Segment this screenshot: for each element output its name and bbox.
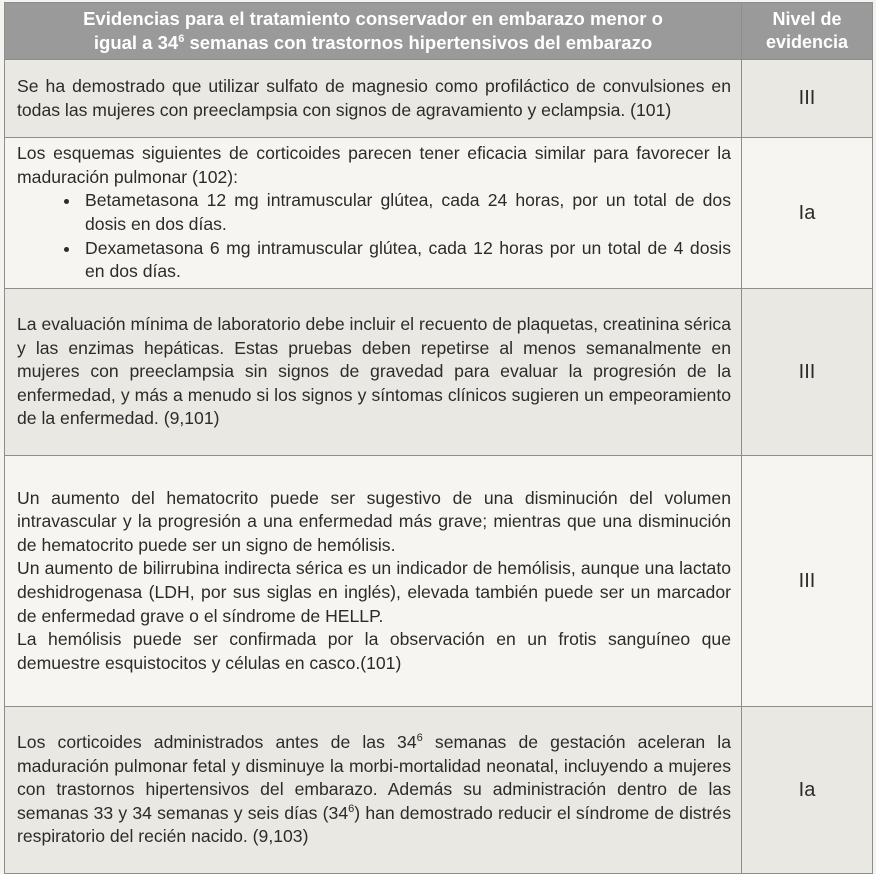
table-row bbox=[5, 138, 873, 289]
evidence-cell bbox=[5, 707, 742, 874]
evidence-cell bbox=[5, 456, 742, 707]
table-row bbox=[5, 289, 873, 456]
bullet-list bbox=[17, 189, 731, 283]
level-cell: Ia bbox=[742, 138, 873, 289]
level-cell: III bbox=[742, 456, 873, 707]
evidence-text-part-a: Los corticoides administrados antes de las 34 bbox=[17, 732, 417, 753]
superscript: 6 bbox=[348, 802, 355, 815]
table-row bbox=[5, 456, 873, 707]
table-header-row bbox=[5, 3, 873, 60]
header-text-line2-pre: igual a 34 bbox=[93, 32, 179, 53]
evidence-table bbox=[4, 2, 873, 874]
table-row bbox=[5, 707, 873, 874]
header-text-line2-post: semanas con trastornos hipertensivos del embarazo bbox=[184, 32, 653, 53]
superscript: 6 bbox=[416, 732, 423, 745]
evidence-text: Se ha demostrado que utilizar sulfato de magnesio como profiláctico de convulsiones en todas las mujeres con preeclampsia con signos de agravamiento y eclampsia. (101) bbox=[17, 75, 731, 120]
list-item: • Betametasona 12 mg intramuscular glútea, cada 24 horas, por un total de dos dosis en dos días. bbox=[81, 189, 731, 236]
header-level-line2: evidencia bbox=[765, 32, 849, 52]
level-cell: III bbox=[742, 60, 873, 138]
evidence-paragraph: La hemólisis puede ser confirmada por la observación en un frotis sanguíneo que demuestre esquistocitos y células en casco.(101) bbox=[17, 629, 731, 673]
header-superscript: 6 bbox=[178, 32, 185, 45]
evidence-cell bbox=[5, 138, 742, 289]
table-row bbox=[5, 60, 873, 138]
header-text-line1: Evidencias para el tratamiento conservador en embarazo menor o bbox=[83, 8, 663, 29]
evidence-paragraph: Un aumento del hematocrito puede ser sugestivo de una disminución del volumen intravascular y la progresión a una enfermedad más grave; mientras que una disminución de hematocrito puede ser un signo de hemólisis. bbox=[17, 487, 731, 555]
evidence-text-part-c: ) han demostrado reducir el síndrome de distrés respiratorio del recién nacido. (9,103) bbox=[17, 802, 731, 847]
header-level-column bbox=[742, 3, 873, 60]
level-cell: III bbox=[742, 289, 873, 456]
evidence-text bbox=[17, 731, 731, 849]
evidence-intro: Los esquemas siguientes de corticoides parecen tener eficacia similar para favorecer la maduración pulmonar (102): bbox=[17, 143, 731, 187]
evidence-text: La evaluación mínima de laboratorio debe incluir el recuento de plaquetas, creatinina sérica y las enzimas hepáticas. Estas pruebas deben repetirse al menos semanalmente en mujeres con preeclampsia sin signos de gravedad para evaluar la progresión de la enfermedad, y más a menudo si los signos y síntomas clínicos sugieren un empeoramiento de la enfermedad. (9,101) bbox=[17, 314, 731, 429]
level-cell: Ia bbox=[742, 707, 873, 874]
header-level-line1: Nivel de bbox=[772, 9, 842, 29]
list-item: • Dexametasona 6 mg intramuscular glútea, cada 12 horas por un total de 4 dosis en dos días. bbox=[81, 237, 731, 284]
header-evidence-column bbox=[5, 3, 742, 60]
evidence-text-part-b: semanas de gestación aceleran la maduración pulmonar fetal y disminuye la morbi-mortalidad neonatal, incluyendo a mujeres con trastornos hipertensivos del embarazo. Además su administración dentro de las semanas 33 y 34 semanas y seis días (34 bbox=[17, 732, 731, 823]
evidence-cell bbox=[5, 60, 742, 138]
evidence-cell bbox=[5, 289, 742, 456]
evidence-paragraph: Un aumento de bilirrubina indirecta sérica es un indicador de hemólisis, aunque una lactato deshidrogenasa (LDH, por sus siglas en inglés), elevada también puede ser un marcador de enfermedad grave o el síndrome de HELLP. bbox=[17, 558, 731, 626]
